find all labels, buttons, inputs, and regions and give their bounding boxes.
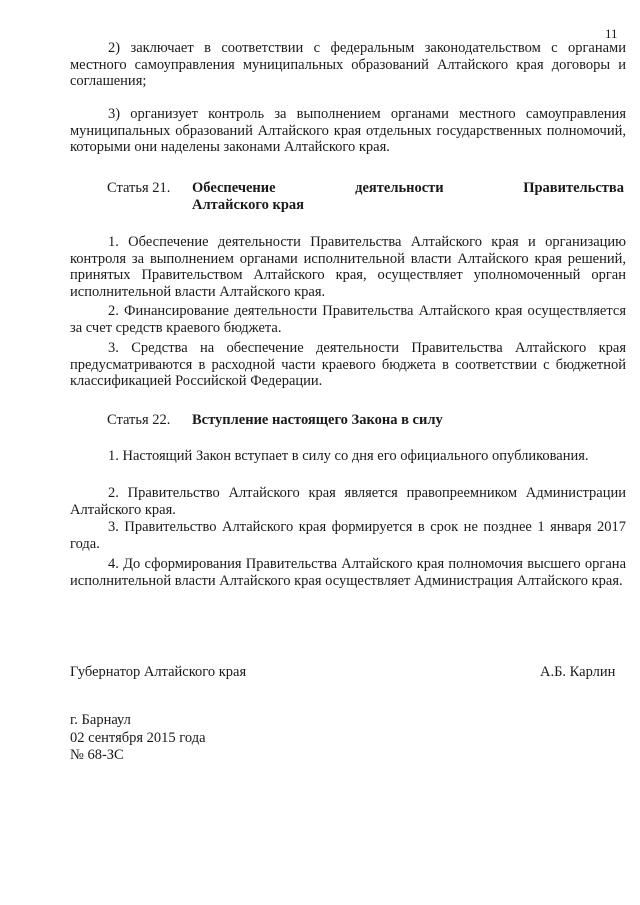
article-22-paragraph-4: 4. До сформирования Правительства Алтайского края полномочия высшего органа исполнительной власти Алтайского края осуществляет Администрация Алтайского края. (70, 556, 626, 589)
article-number: Статья 21. (107, 180, 171, 196)
article-21-paragraph-2: 2. Финансирование деятельности Правительства Алтайского края осуществляется за счет средств краевого бюджета. (70, 303, 626, 336)
article-21-paragraph-1: 1. Обеспечение деятельности Правительства Алтайского края и организацию контроля за выполнением органами исполнительной власти Алтайского края решений, принятых Правительством Алтайского края, осуществляет уполномоченный орган исполнительной власти Алтайского края. (70, 234, 626, 300)
date: 02 сентября 2015 года (70, 729, 206, 746)
city: г. Барнаул (70, 712, 131, 728)
paragraph-item-2: 2) заключает в соответствии с федеральным законодательством с органами местного самоуправления муниципальных образований Алтайского края договоры и соглашения; (70, 40, 626, 89)
signature-position: Губернатор Алтайского края (70, 664, 247, 680)
signature-name: А.Б. Карлин (540, 664, 616, 680)
place-date-block (70, 712, 206, 765)
article-22-paragraph-1: 1. Настоящий Закон вступает в силу со дня его официального опубликования. (108, 448, 589, 464)
article-title: Обеспечение деятельности Правительства Алтайского края (192, 180, 624, 213)
article-21-paragraph-3: 3. Средства на обеспечение деятельности Правительства Алтайского края предусматриваются в расходной части краевого бюджета в соответствии с бюджетной классификацией Российской Федерации. (70, 340, 626, 389)
article-title: Вступление настоящего Закона в силу (192, 412, 443, 428)
paragraph-item-3: 3) организует контроль за выполнением органами местного самоуправления муниципальных образований Алтайского края отдельных государственных полномочий, которыми они наделены законами Алтайского края. (70, 106, 626, 155)
article-number: Статья 22. (107, 412, 171, 428)
article-22-paragraph-3: 3. Правительство Алтайского края формируется в срок не позднее 1 января 2017 года. (70, 519, 626, 552)
law-number: № 68-ЗС (70, 747, 124, 763)
page-number: 11 (605, 26, 618, 41)
article-22-paragraph-2: 2. Правительство Алтайского края является правопреемником Администрации Алтайского края. (70, 485, 626, 518)
